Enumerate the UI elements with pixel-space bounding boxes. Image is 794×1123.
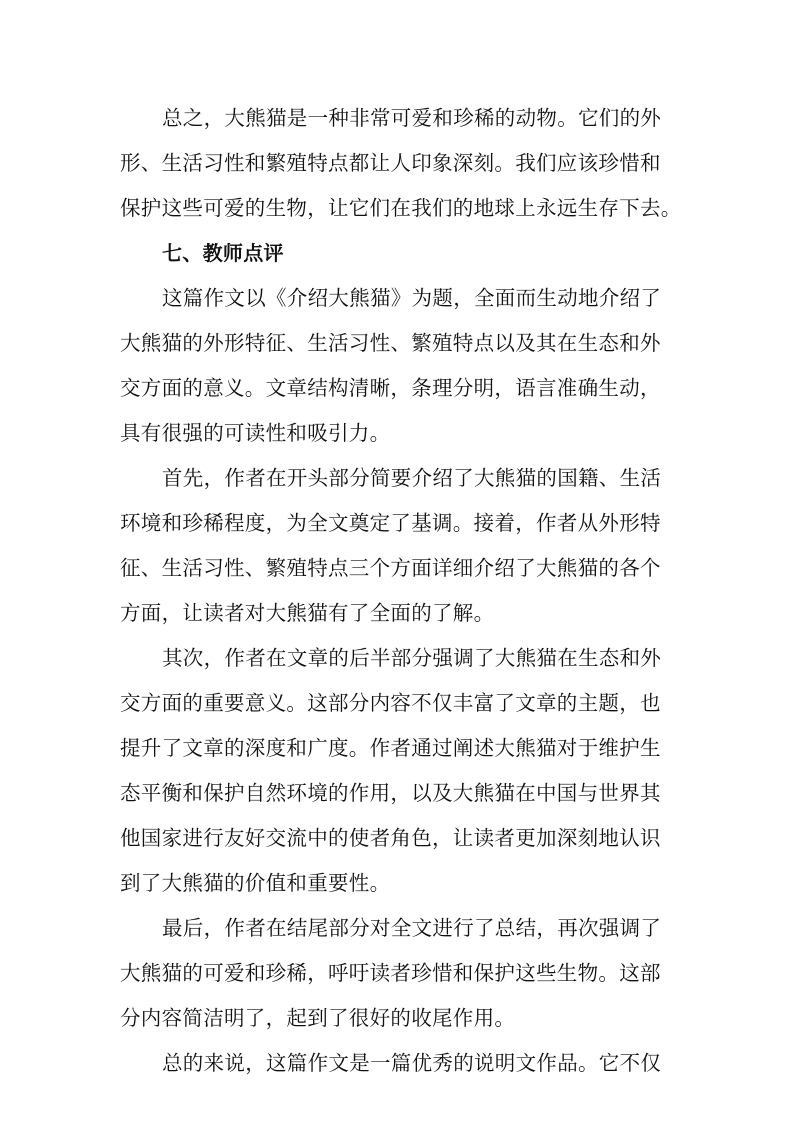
text-line: 这篇作文以《介绍大熊猫》为题，全面而生动地介绍了 <box>162 286 662 310</box>
text-line: 态平衡和保护自然环境的作用，以及大熊猫在中国与世界其 <box>120 781 661 805</box>
text-line: 首先，作者在开头部分简要介绍了大熊猫的国籍、生活 <box>162 466 662 490</box>
text-line: 征、生活习性、繁殖特点三个方面详细介绍了大熊猫的各个 <box>120 556 661 580</box>
text-line: 分内容简洁明了，起到了很好的收尾作用。 <box>120 1006 516 1030</box>
text-line: 具有很强的可读性和吸引力。 <box>120 421 391 445</box>
text-line: 到了大熊猫的价值和重要性。 <box>120 871 391 895</box>
text-line: 环境和珍稀程度，为全文奠定了基调。接着，作者从外形特 <box>120 511 661 535</box>
text-line: 大熊猫的外形特征、生活习性、繁殖特点以及其在生态和外 <box>120 331 661 355</box>
section-heading: 七、教师点评 <box>162 241 284 265</box>
text-line: 大熊猫的可爱和珍稀，呼吁读者珍惜和保护这些生物。这部 <box>120 961 661 985</box>
text-line: 方面，让读者对大熊猫有了全面的了解。 <box>120 601 495 625</box>
text-line: 交方面的意义。文章结构清晰，条理分明，语言准确生动， <box>120 376 661 400</box>
text-line: 其次，作者在文章的后半部分强调了大熊猫在生态和外 <box>162 646 662 670</box>
text-line: 形、生活习性和繁殖特点都让人印象深刻。我们应该珍惜和 <box>120 151 661 175</box>
text-line: 保护这些可爱的生物，让它们在我们的地球上永远生存下去。 <box>120 196 682 220</box>
text-line: 总的来说，这篇作文是一篇优秀的说明文作品。它不仅 <box>162 1051 662 1075</box>
text-line: 最后，作者在结尾部分对全文进行了总结，再次强调了 <box>162 916 662 940</box>
text-line: 总之，大熊猫是一种非常可爱和珍稀的动物。它们的外 <box>162 106 662 130</box>
text-line: 交方面的重要意义。这部分内容不仅丰富了文章的主题，也 <box>120 691 661 715</box>
text-line: 提升了文章的深度和广度。作者通过阐述大熊猫对于维护生 <box>120 736 661 760</box>
text-line: 他国家进行友好交流中的使者角色，让读者更加深刻地认识 <box>120 826 661 850</box>
